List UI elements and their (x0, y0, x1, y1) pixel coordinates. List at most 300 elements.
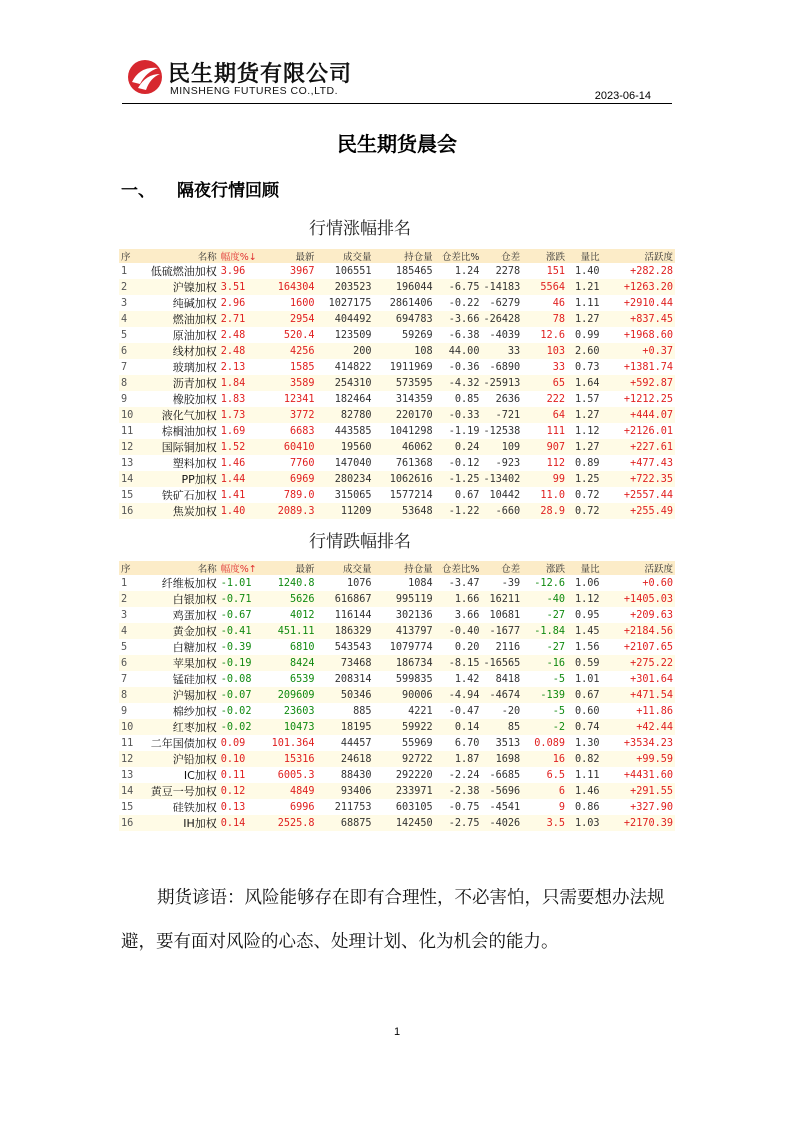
col-header-price-change[interactable]: 涨跌 (522, 249, 567, 263)
table-row[interactable] (119, 503, 675, 519)
cell-change-pct: 0.14 (219, 815, 266, 831)
cell-volume: 885 (353, 705, 372, 717)
cell-open-interest: 92722 (374, 751, 435, 767)
cell-change-pct: -0.02 (219, 719, 266, 735)
table-row[interactable] (119, 327, 675, 343)
cell-index: 8 (119, 375, 141, 391)
cell-open-interest: 90006 (374, 687, 435, 703)
col-header-volume[interactable]: 成交量 (317, 249, 374, 263)
cell-activity: +3534.23 (623, 737, 673, 749)
cell-last-price: 6005.3 (277, 769, 315, 781)
cell-price-change: 9 (558, 801, 565, 813)
cell-oi-change: -16565 (481, 655, 522, 671)
cell-oi-change: -5696 (481, 783, 522, 799)
cell-last-price: 6539 (289, 673, 315, 685)
cell-oi-change: -4541 (489, 801, 521, 813)
cell-volume: 24618 (317, 751, 374, 767)
cell-index: 8 (119, 687, 141, 703)
cell-price-change: 151 (546, 265, 565, 277)
col-header-activity[interactable]: 活跃度 (602, 249, 675, 263)
cell-volume: 123509 (334, 329, 372, 341)
cell-change-pct: 1.46 (220, 457, 246, 469)
losers-table (119, 561, 675, 831)
cell-open-interest: 220170 (374, 407, 435, 423)
cell-volume-ratio: 1.11 (575, 297, 600, 309)
table-row[interactable] (119, 783, 675, 799)
cell-oi-change-pct: 6.70 (454, 737, 480, 749)
cell-name: 红枣加权 (141, 719, 218, 735)
cell-price-change: -5 (552, 705, 565, 717)
cell-volume-ratio: 1.30 (575, 737, 600, 749)
cell-oi-change-pct: 0.67 (454, 489, 480, 501)
col-header-change-pct[interactable]: 幅度%↑ (219, 561, 266, 575)
cell-oi-change-pct: -0.12 (448, 457, 480, 469)
cell-name: 苹果加权 (141, 655, 218, 671)
cell-price-change: 46 (552, 297, 565, 309)
table-row[interactable] (119, 719, 675, 735)
table-row[interactable] (119, 423, 675, 439)
cell-activity: +291.55 (602, 783, 675, 799)
table-row[interactable] (119, 799, 675, 815)
table-row[interactable] (119, 391, 675, 407)
table-row[interactable] (119, 591, 675, 607)
col-header-index[interactable]: 序 (119, 561, 141, 575)
cell-oi-change-pct: -3.66 (435, 311, 482, 327)
cell-activity: +42.44 (602, 719, 675, 735)
cell-last-price: 3772 (266, 407, 317, 423)
cell-volume: 543543 (334, 641, 372, 653)
cell-index: 9 (121, 393, 128, 405)
cell-index: 6 (119, 655, 141, 671)
cell-oi-change: -26428 (481, 311, 522, 327)
table-row[interactable] (119, 279, 675, 295)
cell-volume-ratio: 1.27 (567, 407, 602, 423)
cell-last-price: 15316 (266, 751, 317, 767)
cell-last-price: 451.11 (266, 623, 317, 639)
cell-change-pct: 1.84 (219, 375, 266, 391)
gainers-table (119, 249, 675, 519)
cell-activity: +2910.44 (623, 297, 673, 309)
section-heading (121, 176, 279, 201)
cell-last-price: 6683 (289, 425, 315, 437)
cell-last-price: 5626 (266, 591, 317, 607)
page-number: 1 (393, 1026, 401, 1038)
cell-oi-change-pct: -6.75 (435, 279, 482, 295)
cell-oi-change: -923 (495, 457, 521, 469)
cell-open-interest: 59269 (401, 329, 433, 341)
cell-last-price: 60410 (266, 439, 317, 455)
table-row[interactable] (119, 735, 675, 751)
cell-volume: 203523 (317, 279, 374, 295)
cell-last-price: 4012 (289, 609, 315, 621)
cell-volume-ratio: 1.01 (575, 673, 600, 685)
table-header-row (119, 249, 675, 263)
cell-volume: 18195 (317, 719, 374, 735)
cell-open-interest: 302136 (395, 609, 433, 621)
cell-oi-change-pct: -3.47 (448, 577, 480, 589)
cell-oi-change: -1677 (481, 623, 522, 639)
cell-open-interest: 292220 (395, 769, 433, 781)
header-divider (122, 103, 672, 104)
cell-name: 二年国债加权 (150, 737, 217, 750)
document-title: 民生期货晨会 (337, 132, 457, 156)
table-row[interactable] (119, 439, 675, 455)
cell-activity: +471.54 (602, 687, 675, 703)
cell-volume-ratio: 0.86 (575, 801, 600, 813)
cell-change-pct: 0.10 (219, 751, 266, 767)
cell-activity: +0.60 (642, 577, 673, 589)
table-row[interactable] (119, 375, 675, 391)
col-header-change-pct[interactable]: 幅度%↓ (219, 249, 266, 263)
cell-activity: +444.07 (602, 407, 675, 423)
cell-volume: 68875 (317, 815, 374, 831)
cell-volume: 186329 (317, 623, 374, 639)
cell-volume: 88430 (340, 769, 372, 781)
cell-change-pct: -0.08 (220, 673, 252, 685)
cell-change-pct: 1.41 (220, 489, 246, 501)
cell-volume: 106551 (334, 265, 372, 277)
cell-oi-change: -13402 (481, 471, 522, 487)
cell-change-pct: 3.51 (219, 279, 266, 295)
cell-activity: +255.49 (602, 503, 675, 519)
cell-last-price: 2089.3 (266, 503, 317, 519)
cell-index: 11 (121, 425, 134, 437)
cell-volume-ratio: 1.27 (567, 311, 602, 327)
cell-last-price: 4849 (266, 783, 317, 799)
cell-oi-change-pct: -0.47 (448, 705, 480, 717)
cell-volume: 414822 (334, 361, 372, 373)
col-header-oi-change[interactable]: 仓差 (481, 561, 522, 575)
cell-oi-change-pct: -0.33 (435, 407, 482, 423)
cell-last-price: 12341 (283, 393, 315, 405)
cell-price-change: 16 (522, 751, 567, 767)
cell-last-price: 4256 (266, 343, 317, 359)
cell-index: 5 (121, 641, 128, 653)
cell-open-interest: 142450 (374, 815, 435, 831)
cell-volume-ratio: 1.12 (567, 591, 602, 607)
cell-index: 12 (119, 439, 141, 455)
futures-saying: 期货谚语：风险能够存在即有合理性，不必害怕，只需要想办法规避，要有面对风险的心态、处理计划、化为机会的能力。 (121, 888, 665, 952)
cell-volume: 200 (317, 343, 374, 359)
cell-open-interest: 108 (374, 343, 435, 359)
cell-oi-change: 8418 (495, 673, 521, 685)
cell-index: 10 (119, 719, 141, 735)
cell-change-pct: 1.83 (220, 393, 246, 405)
col-header-open-interest[interactable]: 持仓量 (374, 249, 435, 263)
cell-activity: +1212.25 (623, 393, 673, 405)
cell-change-pct: -0.39 (220, 641, 252, 653)
cell-index: 11 (121, 737, 134, 749)
cell-last-price: 3589 (266, 375, 317, 391)
cell-open-interest: 599835 (395, 673, 433, 685)
cell-volume: 116144 (334, 609, 372, 621)
table-row[interactable] (119, 487, 675, 503)
table-row[interactable] (119, 343, 675, 359)
cell-activity: +2170.39 (602, 815, 675, 831)
cell-volume: 11209 (317, 503, 374, 519)
cell-price-change: 6.5 (546, 769, 565, 781)
cell-name: IH加权 (141, 815, 218, 831)
cell-volume-ratio: 1.45 (567, 623, 602, 639)
cell-activity: +327.90 (630, 801, 673, 813)
table-row[interactable] (119, 471, 675, 487)
cell-price-change: -16 (522, 655, 567, 671)
cell-name: 黄金加权 (141, 623, 218, 639)
table-row[interactable] (119, 767, 675, 783)
cell-price-change: 65 (522, 375, 567, 391)
cell-open-interest: 59922 (374, 719, 435, 735)
cell-volume: 254310 (317, 375, 374, 391)
cell-index: 2 (119, 591, 141, 607)
cell-name: 黄豆一号加权 (141, 783, 218, 799)
cell-change-pct: -0.02 (220, 705, 252, 717)
cell-oi-change-pct: 0.14 (435, 719, 482, 735)
cell-last-price: 23603 (283, 705, 315, 717)
cell-change-pct: -0.19 (219, 655, 266, 671)
cell-name: 沥青加权 (141, 375, 218, 391)
cell-volume: 443585 (334, 425, 372, 437)
cell-volume: 19560 (317, 439, 374, 455)
cell-last-price: 1585 (289, 361, 315, 373)
cell-open-interest: 314359 (395, 393, 433, 405)
cell-volume-ratio: 1.64 (567, 375, 602, 391)
cell-price-change: 99 (522, 471, 567, 487)
cell-name: 塑料加权 (172, 457, 217, 470)
cell-oi-change: 3513 (495, 737, 521, 749)
cell-volume: 44457 (340, 737, 372, 749)
cell-oi-change-pct: 1.66 (435, 591, 482, 607)
cell-last-price: 1600 (289, 297, 315, 309)
cell-index: 7 (121, 361, 128, 373)
cell-activity: +477.43 (630, 457, 673, 469)
cell-oi-change: 2636 (495, 393, 521, 405)
cell-price-change: 0.089 (534, 737, 565, 749)
cell-activity: +1263.20 (602, 279, 675, 295)
cell-oi-change: 10681 (489, 609, 521, 621)
cell-last-price: 8424 (266, 655, 317, 671)
cell-price-change: -27 (546, 609, 565, 621)
cell-last-price: 7760 (289, 457, 315, 469)
cell-price-change: -1.84 (522, 623, 567, 639)
cell-activity: +1968.60 (623, 329, 673, 341)
cell-index: 5 (121, 329, 128, 341)
cell-open-interest: 1911969 (389, 361, 433, 373)
cell-oi-change-pct: -2.38 (435, 783, 482, 799)
report-date: 2023-06-14 (594, 90, 651, 102)
cell-volume: 147040 (334, 457, 372, 469)
cell-price-change: 11.0 (540, 489, 565, 501)
cell-oi-change-pct: 1.42 (454, 673, 480, 685)
cell-index: 1 (121, 577, 128, 589)
cell-index: 12 (119, 751, 141, 767)
cell-activity: +275.22 (602, 655, 675, 671)
cell-index: 13 (121, 769, 134, 781)
cell-price-change: -139 (522, 687, 567, 703)
cell-last-price: 6969 (266, 471, 317, 487)
company-name-en: MINSHENG FUTURES CO.,LTD. (170, 85, 339, 97)
cell-last-price: 10473 (266, 719, 317, 735)
cell-activity: +209.63 (630, 609, 673, 621)
cell-name: 白糖加权 (172, 641, 217, 654)
cell-oi-change-pct: -4.32 (435, 375, 482, 391)
table-row[interactable] (119, 671, 675, 687)
cell-change-pct: -1.01 (220, 577, 252, 589)
table-row[interactable] (119, 575, 675, 591)
cell-oi-change: -660 (481, 503, 522, 519)
table-row[interactable] (119, 751, 675, 767)
cell-change-pct: 1.73 (219, 407, 266, 423)
table-row[interactable] (119, 687, 675, 703)
cell-change-pct: 2.48 (219, 343, 266, 359)
cell-oi-change: -14183 (481, 279, 522, 295)
table-row[interactable] (119, 311, 675, 327)
table-row[interactable] (119, 815, 675, 831)
table-row[interactable] (119, 623, 675, 639)
col-header-index[interactable]: 序 (119, 249, 141, 263)
cell-open-interest: 4221 (408, 705, 433, 717)
cell-activity: +2557.44 (623, 489, 673, 501)
company-name-cn: 民生期货有限公司 (168, 62, 353, 87)
cell-oi-change: -4674 (481, 687, 522, 703)
cell-activity: +0.37 (602, 343, 675, 359)
cell-oi-change: -6279 (489, 297, 521, 309)
col-header-last-price[interactable]: 最新 (266, 561, 317, 575)
table-row[interactable] (119, 295, 675, 311)
cell-name: 纤维板加权 (161, 577, 217, 590)
cell-volume-ratio: 1.21 (567, 279, 602, 295)
table-row[interactable] (119, 639, 675, 655)
table-row[interactable] (119, 455, 675, 471)
cell-activity: +2126.01 (623, 425, 673, 437)
cell-activity: +1381.74 (623, 361, 673, 373)
cell-oi-change-pct: -0.40 (435, 623, 482, 639)
cell-price-change: 103 (522, 343, 567, 359)
cell-name: 纯碱加权 (172, 297, 217, 310)
cell-oi-change-pct: 3.66 (454, 609, 480, 621)
cell-last-price: 1240.8 (277, 577, 315, 589)
cell-volume: 315065 (334, 489, 372, 501)
cell-index: 14 (119, 783, 141, 799)
company-logo (126, 56, 366, 100)
col-header-price-change[interactable]: 涨跌 (522, 561, 567, 575)
cell-price-change: 78 (522, 311, 567, 327)
col-header-volume-ratio[interactable]: 量比 (567, 249, 602, 263)
cell-last-price: 2525.8 (266, 815, 317, 831)
cell-oi-change: -6890 (489, 361, 521, 373)
cell-index: 14 (119, 471, 141, 487)
cell-name: 棉纱加权 (172, 705, 217, 718)
minsheng-logo-icon (126, 58, 164, 96)
cell-open-interest: 1062616 (374, 471, 435, 487)
cell-name: IC加权 (183, 769, 217, 782)
col-header-volume[interactable]: 成交量 (317, 561, 374, 575)
cell-last-price: 6996 (289, 801, 315, 813)
cell-price-change: 6 (522, 783, 567, 799)
cell-volume-ratio: 1.12 (575, 425, 600, 437)
cell-change-pct: 1.40 (219, 503, 266, 519)
col-header-activity[interactable]: 活跃度 (602, 561, 675, 575)
cell-volume-ratio: 2.60 (567, 343, 602, 359)
cell-activity: +2107.65 (623, 641, 673, 653)
cell-volume-ratio: 0.72 (567, 503, 602, 519)
cell-name: 橡胶加权 (172, 393, 217, 406)
cell-change-pct: 1.69 (220, 425, 246, 437)
cell-volume: 616867 (317, 591, 374, 607)
cell-volume: 211753 (334, 801, 372, 813)
cell-open-interest: 233971 (374, 783, 435, 799)
col-header-oi-change-pct[interactable]: 仓差比% (435, 249, 482, 263)
cell-name: 液化气加权 (141, 407, 218, 423)
cell-index: 15 (121, 489, 134, 501)
table-row[interactable] (119, 607, 675, 623)
cell-price-change: 907 (522, 439, 567, 455)
cell-volume-ratio: 1.40 (575, 265, 600, 277)
cell-oi-change-pct: -1.19 (448, 425, 480, 437)
table-row[interactable] (119, 359, 675, 375)
cell-price-change: -27 (546, 641, 565, 653)
cell-oi-change: 2116 (495, 641, 521, 653)
cell-oi-change: 109 (481, 439, 522, 455)
cell-activity: +2184.56 (602, 623, 675, 639)
table-row[interactable] (119, 407, 675, 423)
cell-name: 沪锡加权 (141, 687, 218, 703)
table-row[interactable] (119, 655, 675, 671)
col-header-name[interactable]: 名称 (141, 249, 218, 263)
cell-index: 9 (121, 705, 128, 717)
cell-name: 原油加权 (172, 329, 217, 342)
cell-price-change: 28.9 (522, 503, 567, 519)
section-number: 一、 (121, 181, 155, 201)
cell-volume-ratio: 1.46 (567, 783, 602, 799)
cell-index: 6 (119, 343, 141, 359)
cell-activity: +722.35 (602, 471, 675, 487)
col-header-name[interactable]: 名称 (141, 561, 218, 575)
cell-open-interest: 53648 (374, 503, 435, 519)
table-row[interactable] (119, 263, 675, 279)
cell-open-interest: 413797 (374, 623, 435, 639)
cell-price-change: 5564 (522, 279, 567, 295)
col-header-volume-ratio[interactable]: 量比 (567, 561, 602, 575)
cell-name: PP加权 (141, 471, 218, 487)
col-header-oi-change-pct[interactable]: 仓差比% (435, 561, 482, 575)
cell-last-price: 164304 (266, 279, 317, 295)
cell-volume-ratio: 1.57 (575, 393, 600, 405)
cell-open-interest: 185465 (395, 265, 433, 277)
col-header-open-interest[interactable]: 持仓量 (374, 561, 435, 575)
cell-oi-change-pct: -1.22 (435, 503, 482, 519)
cell-oi-change-pct: 1.87 (435, 751, 482, 767)
cell-change-pct: 0.12 (219, 783, 266, 799)
cell-price-change: 64 (522, 407, 567, 423)
cell-index: 15 (121, 801, 134, 813)
cell-name: 低硫燃油加权 (150, 265, 217, 278)
cell-name: 白银加权 (141, 591, 218, 607)
cell-volume-ratio: 0.82 (567, 751, 602, 767)
col-header-last-price[interactable]: 最新 (266, 249, 317, 263)
cell-price-change: -2 (522, 719, 567, 735)
cell-index: 3 (121, 297, 128, 309)
cell-index: 4 (119, 623, 141, 639)
cell-oi-change: 10442 (489, 489, 521, 501)
cell-name: 鸡蛋加权 (172, 609, 217, 622)
cell-name: 硅铁加权 (172, 801, 217, 814)
cell-name: 沪铅加权 (141, 751, 218, 767)
cell-activity: +227.61 (602, 439, 675, 455)
col-header-oi-change[interactable]: 仓差 (481, 249, 522, 263)
cell-activity: +11.86 (636, 705, 673, 717)
table-row[interactable] (119, 703, 675, 719)
cell-open-interest: 573595 (374, 375, 435, 391)
